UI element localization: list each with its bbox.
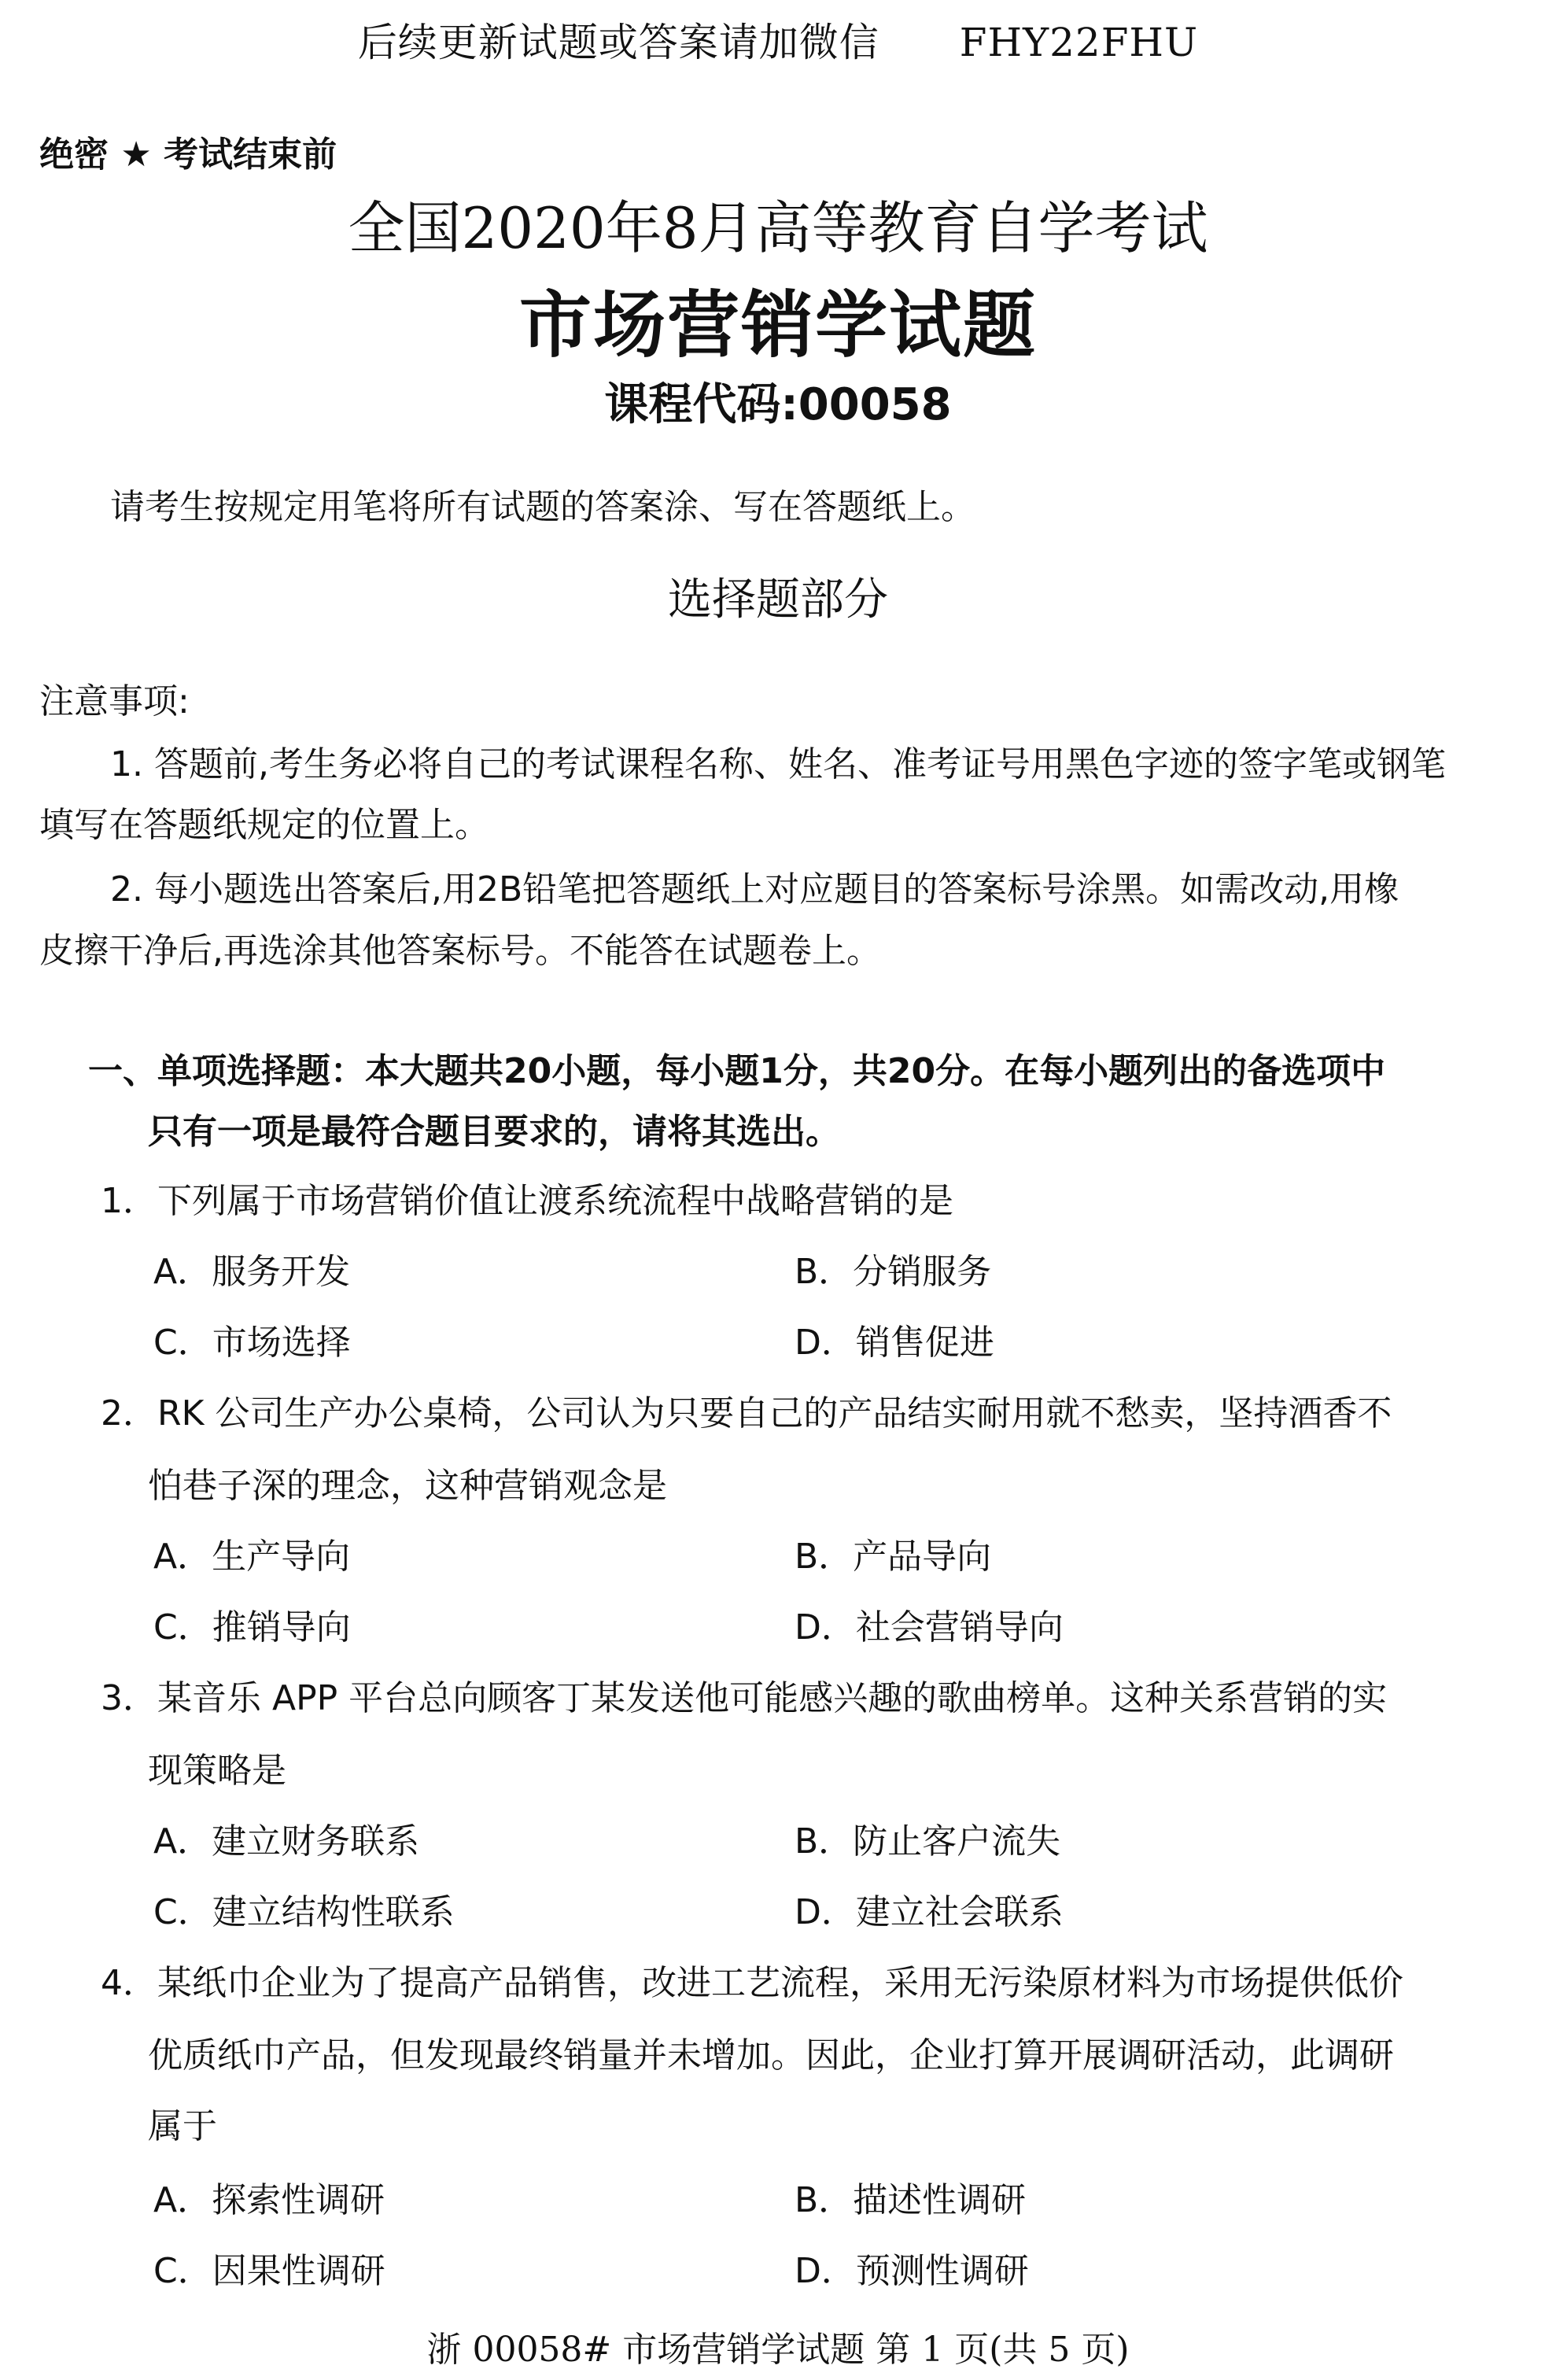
- question-3-option-b: B．防止客户流失: [795, 1821, 1061, 1862]
- question-2-option-b: B．产品导向: [795, 1537, 992, 1577]
- part-one-heading-line1: 一、单项选择题：本大题共20小题，每小题1分，共20分。在每小题列出的备选项中: [88, 1051, 1386, 1091]
- question-4-option-c: C．因果性调研: [153, 2251, 385, 2291]
- question-1-option-a: A．服务开发: [153, 1252, 351, 1292]
- question-4-stem-line3: 属于: [148, 2106, 217, 2146]
- question-3-option-c: C．建立结构性联系: [153, 1892, 455, 1932]
- question-1-option-d: D．销售促进: [795, 1323, 994, 1363]
- subject-title: 市场营销学试题: [518, 283, 1037, 367]
- question-4-option-d: D．预测性调研: [795, 2251, 1029, 2291]
- question-2-stem-line1: 2．RK 公司生产办公桌椅，公司认为只要自己的产品结实耐用就不愁卖，坚持酒香不: [101, 1393, 1392, 1434]
- exam-title: 全国2020年8月高等教育自学考试: [348, 195, 1208, 261]
- course-code: 课程代码:00058: [604, 379, 952, 430]
- question-3-stem-line1: 3．某音乐 APP 平台总向顾客丁某发送他可能感兴趣的歌曲榜单。这种关系营销的实: [101, 1678, 1388, 1718]
- answer-instruction: 请考生按规定用笔将所有试题的答案涂、写在答题纸上。: [110, 487, 975, 527]
- secret-mark: 绝密 ★ 考试结束前: [39, 135, 337, 175]
- question-1-option-b: B．分销服务: [795, 1252, 992, 1292]
- note-item-1-line1: 1. 答题前,考生务必将自己的考试课程名称、姓名、准考证号用黑色字迹的签字笔或钢笔: [110, 744, 1446, 784]
- question-3-stem-line2: 现策略是: [148, 1751, 286, 1791]
- note-item-2-line2: 皮擦干净后,再选涂其他答案标号。不能答在试题卷上。: [39, 931, 881, 971]
- notes-heading: 注意事项:: [39, 681, 190, 721]
- question-2-option-d: D．社会营销导向: [795, 1607, 1064, 1648]
- question-4-stem-line1: 4．某纸巾企业为了提高产品销售，改进工艺流程，采用无污染原材料为市场提供低价: [101, 1963, 1403, 2003]
- question-3-option-a: A．建立财务联系: [153, 1821, 420, 1862]
- question-3-option-d: D．建立社会联系: [795, 1892, 1064, 1932]
- question-1-stem: 1．下列属于市场营销价值让渡系统流程中战略营销的是: [101, 1181, 953, 1221]
- note-item-1-line2: 填写在答题纸规定的位置上。: [39, 805, 489, 845]
- section-title: 选择题部分: [668, 574, 888, 625]
- question-2-option-c: C．推销导向: [153, 1607, 351, 1648]
- part-one-heading-line2: 只有一项是最符合题目要求的，请将其选出。: [148, 1112, 840, 1152]
- question-4-option-a: A．探索性调研: [153, 2180, 385, 2220]
- question-4-stem-line2: 优质纸巾产品，但发现最终销量并未增加。因此，企业打算开展调研活动，此调研: [148, 2035, 1394, 2076]
- question-2-option-a: A．生产导向: [153, 1537, 351, 1577]
- note-item-2-line1: 2. 每小题选出答案后,用2B铅笔把答题纸上对应题目的答案标号涂黑。如需改动,用橡: [110, 869, 1399, 910]
- question-4-option-b: B．描述性调研: [795, 2180, 1027, 2220]
- question-1-option-c: C．市场选择: [153, 1323, 351, 1363]
- page-footer: 浙 00058# 市场营销学试题 第 1 页(共 5 页): [426, 2330, 1130, 2370]
- question-2-stem-line2: 怕巷子深的理念，这种营销观念是: [148, 1466, 667, 1506]
- top-notice: 后续更新试题或答案请加微信 FHY22FHU: [357, 20, 1199, 65]
